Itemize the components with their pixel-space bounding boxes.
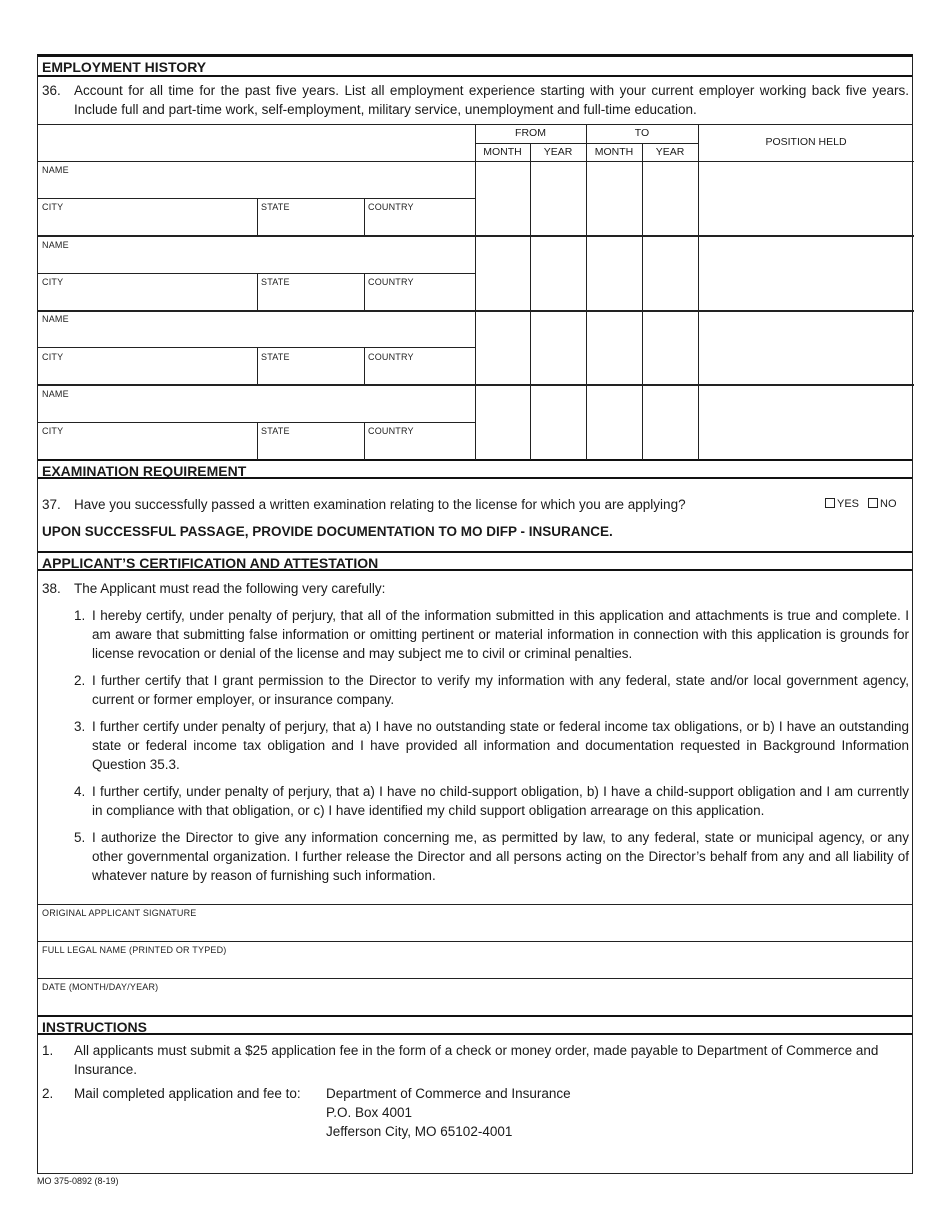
attestation-item-3: 3. I further certify under penalty of perjury, that a) I have no outstanding state or federal income tax obligations, or b) I have an outstanding state or federal income tax obligation and I have provided all information and documentation requested in Background Information Question 35.3. [74, 719, 909, 772]
certification-heading: APPLICANT’S CERTIFICATION AND ATTESTATION [38, 551, 912, 571]
full-legal-name-field[interactable] [38, 941, 912, 978]
country-label: COUNTRY [368, 202, 414, 212]
from-year-header: YEAR [543, 146, 573, 158]
attestation-item-2: 2. I further certify that I grant permission to the Director to verify my information with any federal, state and/or local government agency, current or former employer, or insurance company. [74, 673, 909, 707]
full-legal-name-label: FULL LEGAL NAME (PRINTED OR TYPED) [42, 945, 227, 955]
state-label: STATE [261, 352, 290, 362]
attestation-item-1: 1. I hereby certify, under penalty of perjury, that all of the information submitted in this application and attachments is true and complete. I am aware that submitting false information or omitting pertinent or material information in connection with this application is grounds for license revocation or denial of the license and may subject me to civil or criminal penalties. [74, 608, 909, 661]
signature-field[interactable] [38, 904, 912, 941]
examination-heading: EXAMINATION REQUIREMENT [38, 459, 912, 479]
employment-table [38, 124, 912, 459]
question-36-number: 36. [42, 83, 61, 98]
city-label: CITY [42, 426, 64, 436]
address-line-2: P.O. Box 4001 [326, 1105, 413, 1120]
name-label: NAME [42, 389, 69, 399]
no-checkbox[interactable] [868, 498, 897, 510]
no-box[interactable] [868, 498, 878, 508]
instruction-1-text: All applicants must submit a $25 application fee in the form of a check or money order, made payable to Department of Commerce and Insurance. [74, 1043, 879, 1077]
from-header: FROM [515, 127, 546, 139]
question-37 [42, 495, 802, 514]
no-label: NO [880, 498, 897, 510]
instruction-2-number: 2. [42, 1086, 54, 1101]
name-label: NAME [42, 314, 69, 324]
instruction-2-text: Mail completed application and fee to: [74, 1086, 301, 1101]
to-month-header: MONTH [594, 146, 634, 158]
yes-box[interactable] [825, 498, 835, 508]
attestation-list [42, 606, 909, 885]
exam-notice: UPON SUCCESSFUL PASSAGE, PROVIDE DOCUMENTATION TO MO DIFP - INSURANCE. [42, 524, 613, 539]
instruction-1-number: 1. [42, 1043, 54, 1058]
yes-checkbox[interactable] [825, 498, 859, 510]
date-label: DATE (MONTH/DAY/YEAR) [42, 982, 159, 992]
instruction-1 [42, 1041, 909, 1079]
question-38-number: 38. [42, 581, 61, 596]
attestation-item-5: 5. I authorize the Director to give any information concerning me, as permitted by law, to any federal, state or municipal agency, or any other governmental organization. I further release the Director and all persons acting on the Director’s behalf from any and all liability of whatever nature by reason of furnishing such information. [74, 830, 909, 883]
question-36 [38, 77, 912, 124]
question-38-block [38, 571, 912, 904]
instructions-block [38, 1035, 912, 1141]
yes-label: YES [837, 498, 860, 510]
question-37-block [38, 479, 912, 551]
to-header: TO [634, 127, 650, 139]
form-number: MO 375-0892 (8-19) [37, 1176, 119, 1186]
city-label: CITY [42, 277, 64, 287]
name-label: NAME [42, 240, 69, 250]
to-year-header: YEAR [655, 146, 685, 158]
country-label: COUNTRY [368, 352, 414, 362]
address-line-1: Department of Commerce and Insurance [326, 1086, 571, 1101]
question-38-text: The Applicant must read the following very carefully: [74, 581, 386, 596]
name-label: NAME [42, 165, 69, 175]
address-line-3: Jefferson City, MO 65102-4001 [326, 1124, 513, 1139]
date-field[interactable] [38, 978, 912, 1015]
question-38 [42, 579, 909, 598]
question-37-text: Have you successfully passed a written examination relating to the license for which you are applying? [74, 497, 686, 512]
question-36-text: Account for all time for the past five years. List all employment experience starting with your current employer working back five years. Include full and part-time work, self-employment, military service, unemployment and full-time education. [74, 83, 909, 117]
state-label: STATE [261, 202, 290, 212]
city-label: CITY [42, 202, 64, 212]
employment-history-heading: EMPLOYMENT HISTORY [38, 57, 912, 77]
signature-label: ORIGINAL APPLICANT SIGNATURE [42, 908, 197, 918]
city-label: CITY [42, 352, 64, 362]
application-form [37, 54, 913, 1174]
country-label: COUNTRY [368, 277, 414, 287]
instructions-heading: INSTRUCTIONS [38, 1015, 912, 1035]
position-held-header: POSITION HELD [765, 136, 847, 148]
state-label: STATE [261, 277, 290, 287]
instruction-2 [42, 1084, 909, 1141]
attestation-item-4: 4. I further certify, under penalty of perjury, that a) I have no child-support obligation, b) I have a child-support obligation and I am currently in compliance with that obligation, or c) I have identified my child support obligation arrearage on this application. [74, 784, 909, 818]
state-label: STATE [261, 426, 290, 436]
from-month-header: MONTH [483, 146, 522, 158]
mailing-address [326, 1084, 571, 1141]
country-label: COUNTRY [368, 426, 414, 436]
question-37-number: 37. [42, 497, 61, 512]
